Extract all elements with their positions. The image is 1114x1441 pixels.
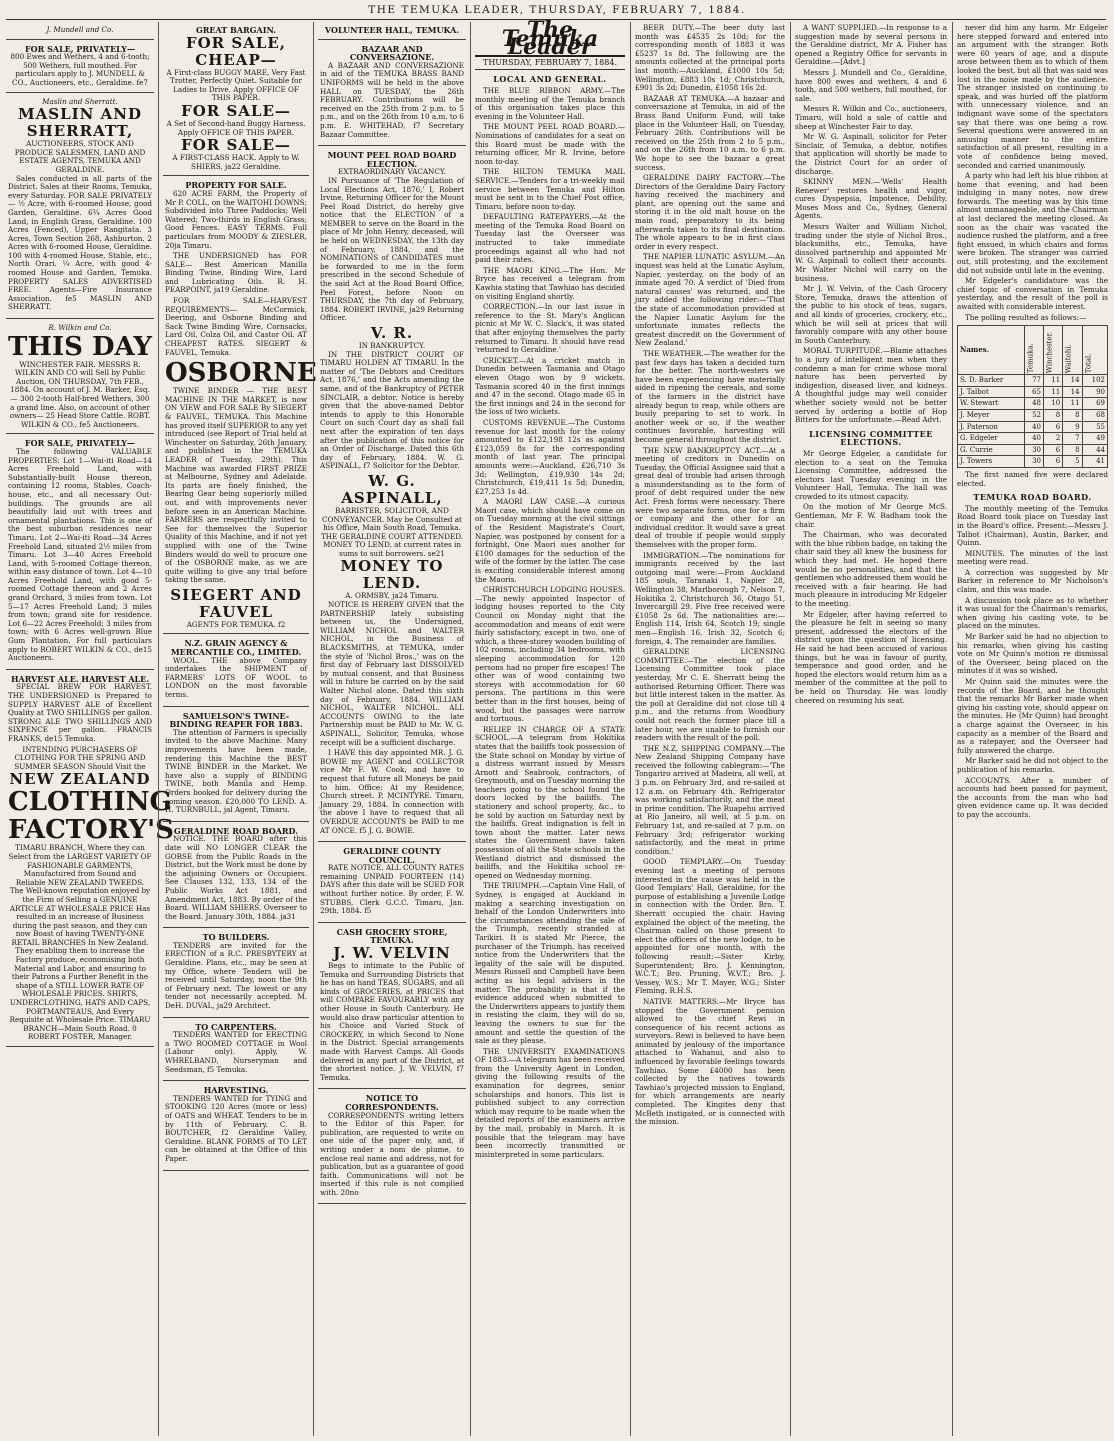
advertisement <box>6 24 154 40</box>
paragraph: THE UNIVERSITY EXAMINATIONS OF 1883.—A telegram has been received from the University Agent in London, giving the following results of the examination for degrees, senior scholarships and honors. This list is published subject to any correction which may require to be made when the detailed reports of the examiners arrive by the mail, probably in March. It is possible that the telegram may have been incorrectly transmitted or misinterpreted in some particulars. <box>475 1046 625 1159</box>
vote-count: 65 <box>1024 386 1043 398</box>
column-rule <box>630 22 631 1436</box>
candidate-name: J. Towers <box>958 456 1025 468</box>
poll-header-cell <box>1044 326 1063 375</box>
advertisement <box>163 1084 309 1170</box>
ad-text: IN THE DISTRICT COURT OF TIMARU HOLDEN AT TIMARU. In the matter of 'The Debtors and Creditors Act, 1876,' and the Acts amending the same, and of the Bankruptcy of PETER SINCLAIR, a debtor. Notice is hereby given that the above-named Debtor intends to apply to this Honorable Court on such Court day as shall fall next after the expiration of ten days after the publication of this notice for an Order of Discharge. Dated this 6th day of February, 1884. W. G. ASPINALL, f7 Solicitor for the Debtor. <box>320 349 464 471</box>
column-6 <box>795 24 947 1434</box>
poll-row <box>958 386 1108 398</box>
vote-count: 69 <box>1082 398 1107 410</box>
vote-count: 11 <box>1063 398 1082 410</box>
poll-row <box>958 375 1108 387</box>
paragraph: MORAL TURPITUDE.—Blame attaches to a jury of intelligent men when they condemn a man for crime whose moral nature has been perverted by indigestion, diseased liver, and kidneys. A thoughtful judge may well consider whether society would not be better served by ordering a bottle of Hop Bitters for the unfortunate.—Read Advt. <box>795 346 947 425</box>
ad-heading: GERALDINE COUNTY COUNCIL. <box>343 846 441 865</box>
ad-text: NOTICE. THE BOARD after this date will NO LONGER CLEAR the GORSE from the Public Roads in the District, but the Work must be done by the adjoining Owners or Occupiers. See Clauses 132, 133, 134 of the Public Works Act 1881, and Amendment Act, 1883. By order of the Board. WILLIAM SHIERS, Overseer to the Board. January 30th, 1884. ja31 <box>165 834 307 921</box>
paragraph: THE HILTON TEMUKA MAIL SERVICE.—Tenders for a tri-weekly mail service between Temuka and Hilton must be sent in to the Chief Post office, Timaru, before noon to-day. <box>475 167 625 211</box>
ad-text: FOR SALE— <box>181 136 291 155</box>
vote-count: 44 <box>1082 444 1107 456</box>
paragraph: Mr J. W. Velvin, of the Cash Grocery Store, Temuka, draws the attention of the public to his stock of teas, sugars, and all kinds of groceries, crockery, etc., which he will sell at prices that will favorably compare with any other house in South Canterbury. <box>795 284 947 345</box>
vote-count: 6 <box>1044 456 1063 468</box>
vote-count: 102 <box>1082 375 1107 387</box>
advertisement <box>6 322 154 434</box>
advertisement <box>163 1021 309 1082</box>
vote-count: 68 <box>1082 409 1107 421</box>
paragraph: Messrs Walter and William Nichol, trading under the style of Nichol Bros., blacksmiths, etc., Temuka, have dissolved partnership and appointed Mr W. G. Aspinall to collect their accounts. Mr Walter Nichol will carry on the business. <box>795 222 947 283</box>
ad-heading: GERALDINE ROAD BOARD. <box>173 825 298 836</box>
paragraph: Mr W. G. Aspinall, solicitor for Peter Sinclair, of Temuka, a debtor, notifies that application will shortly be made to the District Court for an order of discharge. <box>795 132 947 176</box>
column-rule <box>952 22 953 1436</box>
ad-text: MONEY TO LEND. <box>340 557 444 593</box>
ad-heading: TO BUILDERS. <box>202 932 270 943</box>
paragraph: RELIEF IN CHARGE OF A STATE SCHOOL.—A telegram from Hokitika states that the bailiffs took possession of the State school on Monday by virtue of a distress warrant issued by Messrs Arnott and Seabrook, contractors, of Greymouth, and on Tuesday morning the teachers going to the school found the doors locked by the bailiffs. The stationery and school property, &c., to be sold by auction on Saturday next by the bailiffs. Great indignation is felt in town about the matter. Later news states the Government have taken possession of all the State schools in the Westland district and dismissed the bailiffs, and the Hokitika school re-opened on Wednesday morning. <box>475 724 625 880</box>
ad-text: SIEGERT AND FAUVEL <box>170 585 302 621</box>
advertisement <box>318 149 466 842</box>
ad-text: WINCHESTER FAIR. MESSRS R. WILKIN AND CO will Sell by Public Auction, ON THURSDAY, 7th FEB., 1884. On account of J. M. Barker, Esq.— 300 2-tooth Half-bred Wethers, 300 a grand line. Also, on account of other owners— 25 Head Store Cattle. ROBT. WILKIN & CO., fe5 Auctioneers. <box>9 359 151 429</box>
ad-heading: FOR SALE, PRIVATELY— <box>25 438 135 449</box>
candidate-name: J. Paterson <box>958 421 1025 433</box>
paragraph: ACCOUNTS. After a number of accounts had been passed for payment, the accounts from the man who had given evidence came up. It was decided to pay the accounts. <box>957 775 1108 819</box>
ad-text: THIS DAY <box>8 331 152 362</box>
vote-count: 11 <box>1044 386 1063 398</box>
poll-row <box>958 398 1108 410</box>
ad-text: I HAVE this day appointed MR. J. G. BOWIE my AGENT and COLLECTOR vice Mr F. W. Cook, and have to request that future all Moneys be paid to him. Office: At my Residence, Church street. P. MCINTYRE. Timaru, January 29, 1884. In connection with the above I have to request that all OVERDUE ACCOUNTS be PAID to me AT ONCE. f5 J. G. BOWIE. <box>320 748 464 835</box>
paragraph: NATIVE MATTERS.—Mr Bryce has stopped the Government pension allowed to the chief Rewi in consequence of his recent actions as surveyors. Rewi is believed to have been animated by jealousy of the importance attached to Wahanui, and also to influenced by favorable feelings towards Tawhiao. Some £4000 has been collected by the natives towards Tawhiao's projected mission to England, for which arrangements are nearly completed. The Kingites deny that McBeth instigated, or is connected with the mission. <box>635 996 785 1127</box>
paragraph: CUSTOMS REVENUE.—The Customs revenue for last month for the colony amounted to £122,198 12s as against £123,059 8s for the corresponding month of last year. The principal amounts were:—Auckland, £26,710 3s 3d; Wellington, £19,930 14s 2d; Christchurch, £19,411 1s 5d; Dunedin, £27,253 1s 4d. <box>475 417 625 496</box>
paragraph: THE TRIUMPH.—Captain Vine Hall, of Sydney, is engaged at Auckland in making a searching investigation on behalf of the London Underwriters into the circumstances attending the sale of the Triumph, recently stranded at Tarikiri. It is stated Mr Pierce, the purchaser of the Triumph, has received notice from the Underwriters that the legality of the sale will be disputed. Messrs Russell and Campbell have been acting as his legal advisers in the matter. The probability is that if the evidence adduced when submitted to the Underwriters appears to justify them in resisting the claim, they will do so, leaving the owners to sue for the amount and settle the question of the sale as they please. <box>475 881 625 1046</box>
ad-text: EXTRAORDINARY VACANCY. <box>338 167 446 177</box>
ad-text: WOOL. THE above Company undertakes the SHIPMENT of FARMERS' LOTS OF WOOL to LONDON on the most favorable terms. <box>165 655 307 700</box>
paragraph: Mr Barker said he did not object to the publication of his remarks. <box>957 756 1108 774</box>
paragraph: A MAORI LAW CASE.—A curious Maori case, which should have come on on Tuesday morning at the civil sittings of the Resident Magistrate's Court, Napier, was postponed by consent for a fortnight. One Maori sues another for £100 damages for the seduction of the wife of the former by the latter. The case is exciting considerable interest among the Maoris. <box>475 497 625 584</box>
ad-text: FOR SALE, CHEAP— <box>185 33 287 69</box>
ad-text: INTENDING PURCHASERS OF CLOTHING FOR THE SPRING AND SUMMER SEASON Should Visit the <box>14 744 146 771</box>
poll-header-cell <box>1082 326 1107 375</box>
candidate-name: G. Edgeler <box>958 433 1025 445</box>
paragraph: GOOD TEMPLARY.—On Tuesday evening last a meeting of persons interested in the cause was held in the Good Templars' Hall, Geraldine, for the purpose of establishing a Juvenile Lodge in connection with the Order. Bro. T. Sherratt occupied the chair. Having explained the object of the meeting, the Chairman called on those present to elect the officers of the new lodge, to be appointed for one month, with the following result:—Sister Kirby, Superintendent; Bro. J. Kennington, W.C.T.; Bro. Pruning, W.V.T.; Bro. J. Vessey, W.S.; Mr T. Mayer, W.G.; Sister Fleming, R.H.S. <box>635 857 785 996</box>
poll-header-label: Winchester. <box>1045 331 1054 373</box>
vote-count: 48 <box>1024 398 1043 410</box>
ad-text: 620 ACRE FARM, the Property of Mr P. COLL, on the WAITOHI DOWNS; Subdivided into Three Paddocks; Well Watered; Two-thirds in English Grass; Good Fences. EASY TERMS. Full particulars from MOODY & ZIESLER, 20ja Timaru. <box>165 188 307 250</box>
ad-text: SPECIAL BREW FOR HARVEST. THE UNDERSIGNED is Prepared to SUPPLY HARVEST ALE of Excellent Quality at TWO SHILLINGS per gallon. STRONG ALE TWO SHILLINGS AND SIXPENCE per gallon. FRANCIS FRANKS, de15 Temuka. <box>8 682 152 743</box>
column-4 <box>475 17 625 1434</box>
paragraph: CHRISTCHURCH LODGING HOUSES.—The newly appointed Inspector of lodging houses reported to the City Council on Monday night that the accommodation and means of exit were fairly satisfactory, except in two, one of which, a three-storey wooden building of 102 rooms, including 34 bedrooms, with sleeping accommodation for 120 persons had no proper fire escapes! The other was of wood containing two storeys with accommodation for 60 persons. The partitions in this were better than in the first houses, being of wood, but the passages were narrow and tortuous. <box>475 585 625 724</box>
vote-count: 49 <box>1082 433 1107 445</box>
paragraph: On the motion of Mr George McS. Gentleman, Mr F. W. Badham took the chair. <box>795 502 947 529</box>
paragraph: GERALDINE DAIRY FACTORY.—The Directors of the Geraldine Dairy Factory having received the machinery and plant, are opening out the same and storing it in the old malt house on the main road, preparatory to its being afterwards taken to its final destination. The whole appears to be in first class order in every respect. <box>635 173 785 251</box>
ad-text: THE UNDERSIGNED has FOR SALE— Best American Manilla Binding Twine, Binding Wire, Lard and Lubricating Oils. R. H. PEARPOINT, ja19 Geraldine. <box>165 251 307 295</box>
section-heading: LOCAL AND GENERAL. <box>493 74 607 85</box>
article-body <box>795 24 947 425</box>
paragraph: A correction was suggested by Mr Barker in reference to Mr Nicholson's claim, and this was made. <box>957 567 1108 595</box>
article-body <box>635 24 785 1127</box>
advertisement <box>163 637 309 706</box>
vote-count: 40 <box>1024 433 1043 445</box>
running-head: THE TEMUKA LEADER, THURSDAY, FEBRUARY 7, 1884. <box>368 4 746 16</box>
advertisement <box>318 24 466 40</box>
vote-count: 77 <box>1024 375 1043 387</box>
article-body <box>475 87 625 1159</box>
ad-heading: SAMUELSON'S TWINE-BINDING REAPER FOR 1883. <box>169 710 303 730</box>
paragraph: BAZAAR AT TEMUKA.—A bazaar and conversazione at Temuka, in aid of the Brass Band Uniform Fund, will take place in the Volunteer Hall, on Tuesday, February 26th. Contributions will be received on the 25th from 2 to 5 p.m., and on the 26th from 10 a.m. to 6 p.m. We hope to see the bazaar a great success. <box>635 93 785 172</box>
paragraph: DEFAULTING RATEPAYERS.—At the meeting of the Temuka Road Board on Tuesday last the Overseer was instructed to take immediate proceedings against all who had not paid their rates. <box>475 212 625 265</box>
paragraph: CORRECTION.—In our last issue in reference to the St. Mary's Anglican picnic at Mr W. C. Slack's, it was stated that after enjoying themselves the party returned to Timaru. It should have read 'returned to Geraldine.' <box>475 302 625 355</box>
paragraph: A discussion took place as to whether it was usual for the Chairman's remarks, when giving his casting vote, to be placed on the minutes. <box>957 595 1108 631</box>
ad-heading: PROPERTY FOR SALE. <box>185 180 287 191</box>
paragraph: THE BLUE RIBBON ARMY.—The monthly meeting of the Temuka branch of this organisation takes place this evening in the Volunteer Hall. <box>475 85 625 121</box>
advertisement <box>163 825 309 929</box>
vote-count: 55 <box>1082 421 1107 433</box>
ad-heading: VOLUNTEER HALL, TEMUKA. <box>324 25 460 35</box>
poll-intro: The polling resulted as follows:— <box>965 312 1087 322</box>
ad-text: TENDERS WANTED for TYING and STOOKING 120 Acres (more or less) of OATS and WHEAT. Tenders to be in by 11th of February. C. B. BOUTCHER, f2 Geraldine Valley, Geraldine. BLANK FORMS of TO LET can be obtained at the Office of this Paper. <box>165 1093 307 1163</box>
paragraph: THE WEATHER.—The weather for the past few days has taken a decided turn for the better. The north-westers we have been experiencing have materially aided in ripening the cereals, and some of the farmers in the district have already begun to reap, while others are busily preparing to set to work. In another week or so, if the weather continues favorable, harvesting will become general throughout the district. <box>635 348 785 444</box>
vote-count: 14 <box>1063 386 1082 398</box>
column-2 <box>163 24 317 1434</box>
ad-text: J. W. VELVIN <box>333 944 451 963</box>
advertisement <box>163 179 317 634</box>
paragraph: Mr Edgeler, after having referred to the pleasure he felt in seeing so many present, addressed the electors of the district upon the question of licensing. He said he had been accused of various things, but he was in favour of purity, temperance and good order, and he hoped the electors would return him as a member of the committee at the poll to be held on Thursday. He was loudly cheered on resuming his seat. <box>795 609 947 705</box>
ad-text: OSBORNE <box>165 358 317 389</box>
column-5 <box>635 24 785 1434</box>
paragraph: THE N.Z. SHIPPING COMPANY.—The New Zealand Shipping Company have received the following cablegram:—'The Tongariro arrived at Madeira, all well, at 3 p.m. on February 3rd, and re-sailed at 12 a.m. on February 4th. Refrigerator was working satisfactorily, and the meat in prime condition. The Ruapehu arrived at Rio Janeiro, all well, at 5 p.m. on February 1st, and re-sailed at 7 p.m. on February 3rd; refrigerator working satisfactorily, and the meat in prime condition.' <box>635 743 785 856</box>
article-body <box>795 450 947 705</box>
ad-text: NEW ZEALAND <box>9 770 151 789</box>
candidate-name: S. D. Barker <box>958 375 1025 387</box>
ad-text: J. Mundell and Co. <box>46 25 114 34</box>
column-rule <box>158 22 159 1436</box>
ad-text: IN BANKRUPTCY. <box>358 341 426 350</box>
vote-count: 7 <box>1063 433 1082 445</box>
vote-count: 30 <box>1024 456 1043 468</box>
ad-text: NOTICE IS HEREBY GIVEN that the PARTNERSHIP lately subsisting between us, the Undersigned, WILLIAM NICHOL and WALTER NICHOL, in the Business of BLACKSMITHS, at TEMUKA, under the style of 'Nichol Bros.,' was on the first day of February last DISSOLVED by mutual consent, and that Business will in future be carried on by the said Walter Nichol alone. Dated this sixth day of February, 1884. WILLIAM NICHOL, WALTER NICHOL. ALL ACCOUNTS OWING to the late Partnership must be PAID to Mr. W. G. ASPINALL, Solicitor, Temuka, whose receipt will be a sufficient discharge. <box>320 600 464 747</box>
vote-count: 9 <box>1063 421 1082 433</box>
ad-heading: N.Z. GRAIN AGENCY & MERCANTILE CO., LIMITED. <box>170 638 302 658</box>
vote-count: 90 <box>1082 386 1107 398</box>
candidate-name: G. Currie <box>958 444 1025 456</box>
poll-row <box>958 456 1108 468</box>
ad-text: RATE NOTICE. ALL COUNTY RATES remaining UNPAID FOURTEEN (14) DAYS after this date will be SUED FOR without further notice. By order, F. W. STUBBS, Clerk G.C.C. Timaru, Jan. 29th, 1884. f5 <box>320 863 464 916</box>
poll-header-label: Waitohi. <box>1064 343 1073 373</box>
ad-heading: FOR SALE, PRIVATELY— <box>25 43 135 54</box>
paragraph: Messrs J. Mundell and Co., Geraldine, have 800 ewes and wethers, 4 and 6 tooth, and 500 wethers, full mouthed, for sale. <box>795 67 947 103</box>
poll-row <box>958 444 1108 456</box>
column-rule <box>470 22 471 1436</box>
paragraph: The Chairman, who was decorated with the blue ribbon badge, on taking the chair said they all knew the business for which they had met. He hoped there would be no personalities, and that the gentlemen who addressed them would be received with a fair hearing. He had much pleasure in introducing Mr Edgeler to the meeting. <box>795 530 948 608</box>
ad-heading: MOUNT PEEL ROAD BOARD ELECTION. <box>327 150 457 169</box>
advertisement <box>6 673 174 1047</box>
advertisement <box>318 1092 466 1204</box>
section-heading: LICENSING COMMITTEE ELECTIONS. <box>809 428 933 448</box>
paragraph: THE NAPIER LUNATIC ASYLUM.—An inquest was held at the Lunatic Asylum, Napier, yesterday, on the body of an inmate aged 70. A verdict of 'Died from natural causes' was returned, and the jury added the following rider:—'That the state of accommodation provided at the Napier Lunatic Asylum for the unfortunate inmates reflects the greatest discredit on the Government of New Zealand.' <box>635 252 785 348</box>
vote-count: 41 <box>1082 456 1107 468</box>
ad-text: V. R. <box>370 324 414 342</box>
article-body <box>957 505 1108 820</box>
ad-text: IN Pursuance of 'The Regulation of Local Elections Act, 1876,' I, Robert Irvine, Returning Officer for the Mount Peel Road District, do hereby give notice that the ELECTION of a MEMBER to serve on the Board in the place of Mr John Henry, deceased, will be held on WEDNESDAY, the 13th day of February, 1884, and the NOMINATIONS of CANDIDATES must be forwarded to me in the form prescribed in the second Schedule of the said Act at the Road Board Office, Peel Forest, before Noon on THURSDAY, the 7th day of February, 1884. ROBERT IRVINE, ja29 Returning Officer. <box>320 175 464 323</box>
poll-header-cell: Names. <box>958 326 1025 375</box>
section-heading: TEMUKA ROAD BOARD. <box>973 492 1092 503</box>
paragraph: A WANT SUPPLIED.—In response to a suggestion made by several persons in the Geraldine district, Mr A. Fisher has opened a Registry Office for servants in Geraldine.—[Advt.] <box>795 23 947 67</box>
ad-heading: HARVEST ALE. HARVEST ALE. <box>10 673 150 684</box>
paragraph: THE MOUNT PEEL ROAD BOARD.—Nominations of candidates for a seat on this Board must be made with the returning officer, Mr R. Irvine, before noon to-day. <box>475 122 625 166</box>
ad-text: A FIRST-CLASS HACK. Apply to W. SHIERS, ja22 Geraldine. <box>172 153 300 171</box>
ad-text: CORRESPONDENTS writing letters to the Editor of this Paper, for publication, are requested to write on one side of the paper only, and, if writing under a nom de plume, to enclose real name and address, not for publication, but as a guarantee of good faith. Communications will not be inserted if this rule is not complied with. 20no <box>320 1110 464 1197</box>
ad-heading: HARVESTING. <box>203 1085 269 1096</box>
advertisement <box>6 437 154 669</box>
column-1 <box>6 24 174 1434</box>
vote-count: 5 <box>1063 456 1082 468</box>
poll-header-label: Temuka. <box>1026 342 1035 373</box>
ad-text: A. ORMSBY, ja24 Timaru. <box>345 591 439 601</box>
ad-text: MASLIN AND SHERRATT, <box>18 105 142 141</box>
vote-count: 52 <box>1024 409 1043 421</box>
vote-count: 11 <box>1044 375 1063 387</box>
vote-count: 40 <box>1024 421 1043 433</box>
ad-text: R. Wilkin and Co. <box>48 323 112 333</box>
advertisement <box>163 24 309 176</box>
ad-text: 800 Ewes and Wethers, 4 and 6-tooth; 500 Wethers, full mouthed. For particulars apply to J. MUNDELL & CO., Auctioneers, etc., Geraldine. fe7 <box>10 52 150 87</box>
paragraph: THE MAORI KING.—The Hon. Mr Bryce has received a telegram from Kawhia stating that Tawhiao has decided on visiting England shortly. <box>475 265 625 301</box>
poll-header-row <box>958 326 1108 375</box>
vote-count: 30 <box>1024 444 1043 456</box>
candidate-name: W. Stewart <box>958 398 1025 410</box>
poll-header-cell <box>1024 326 1043 375</box>
ad-text: Maslin and Sherratt. <box>42 96 118 106</box>
ad-text: TENDERS are invited for the ERECTION of a R.C. PRESBYTERY at Geraldine. Plans, etc., may be seen at my Office, where Tenders will be received until Saturday, noon the 9th of February next. The lowest or any tender not necessarily accepted. M. DeH. DUVAL, ja29 Architect. <box>165 940 307 1011</box>
ad-text: TWINE BINDER — THE BEST MACHINE IN THE MARKET, is now ON VIEW and FOR SALE By SIEGERT & FAUVEL, TEMUKA. This Machine has proved itself SUPERIOR to any yet introduced (see Report of Trial held at Winchester on Saturday, 26th January, and published in the TEMUKA LEADER of Tuesday, 29th). This Machine was awarded FIRST PRIZE at Melbourne, Sydney and Adelaide. Its parts are finely finished, the Bearing Gear being superiorly milled out, and with improvements never before seen in an American Machine. FARMERS are respectfully invited to See for themselves the Superior Quality of this Machine, and if not yet supplied with one of the Twine Binders would do well to procure one of the OSBORNE make, as we are quite willing to give any trial before taking the same. <box>165 386 307 585</box>
paragraph: GERALDINE LICENSING COMMITTEE.—The election of the Licensing Committee took place yesterday, Mr C. E. Sherratt being the authorised Returning Officer. There was but little interest taken in the matter. As the poll at Geraldine did not close till 4 p.m., and the returns from Woodbury could not reach the former place till a later hour, we are unable to furnish our readers with the result of the poll. <box>635 647 785 743</box>
paragraph: BEER DUTY.—The beer duty last month was £4535 2s 10d; for the corresponding month of 1883 it was £5237 1s 8d. The following are the amounts collected at the principal ports last month:—Auckland, £1000 10s 5d; Wellington, £883 10s 1d; Christchurch, £901 3s 2d; Dunedin, £1058 16s 2d. <box>635 23 785 93</box>
ad-text: CLOTHING FACTORY'S <box>8 787 174 846</box>
paragraph: Mr George Edgeler, a candidate for election to a seat on the Temuka Licensing Committee, addressed the electors last Tuesday evening in the Volunteer Hall, Temuka. The hall was crowded to its utmost capacity. <box>795 448 947 501</box>
poll-header-cell <box>1063 326 1082 375</box>
paragraph: Mr Quinn said the minutes were the records of the Board, and he thought that the remarks Mr Barker made when giving his casting vote, should appear on the minutes. He (Mr Quinn) had brought a charge against the Overseer, in his capacity as a member of the Board and as a ratepayer, and the Overseer had fully answered the charge. <box>957 677 1108 755</box>
ad-heading: TO CARPENTERS. <box>195 1021 277 1032</box>
advertisement <box>6 96 154 319</box>
vote-count: 8 <box>1063 444 1082 456</box>
paragraph: CRICKET.—At a cricket match in Dunedin between Tasmania and Otago eleven Otago won by 9 wickets. Tasmania scored 40 in the first innings and 47 in the second. Otago made 65 in the first innings and 24 in the second for the loss of two wickets. <box>475 355 625 417</box>
paragraph: Messrs R. Wilkin and Co., auctioneers, Timaru, will hold a sale of cattle and sheep at Winchester Fair to day. <box>795 104 947 131</box>
ad-text: A Set of Second-hand Buggy Harness. Apply OFFICE OF THIS PAPER. <box>166 118 306 137</box>
advertisement <box>318 43 466 147</box>
vote-count: 14 <box>1063 375 1082 387</box>
ad-heading: NOTICE TO CORRESPONDENTS. <box>345 1093 439 1112</box>
ad-text: FOR SALE— <box>181 101 291 120</box>
ad-text: A First-class BUGGY MARE, Very Fast Trotter, Perfectly Quiet. Suitable for Ladies to Drive. Apply OFFICE OF THIS PAPER. <box>166 67 306 103</box>
advertisement <box>318 845 466 923</box>
dateline: THURSDAY, FEBRUARY 7, 1884. <box>475 57 625 71</box>
ad-text: AGENTS FOR TEMUKA. f2 <box>186 619 286 629</box>
poll-row <box>958 433 1108 445</box>
column-7 <box>957 24 1108 1434</box>
paragraph: Mr Edgeler's candidature was the chief topic of conversation in Temuka yesterday, and the result of the poll is awaited with considerable interest. <box>957 276 1108 311</box>
ad-text: FOR SALE—HARVEST REQUIREMENTS— McCormick, Deering, and Osborne Binding and Sack Twine Binding Wire, Cornsacks, Lard Oil, Colza Oil, and Castor Oil. AT CHEAPEST RATES. SIEGERT & FAUVEL, Temuka. <box>165 296 307 357</box>
ad-text: AUCTIONEERS, STOCK AND PRODUCE SALESMEN, LAND AND ESTATE AGENTS, TEMUKA AND GERALDINE. <box>14 139 146 174</box>
ad-text: BARRISTER, SOLICITOR, AND CONVEYANCER. May be Consulted at his Office, Main South Road, Temuka. THE GERALDINE COURT ATTENDED. MONEY TO LEND, at current rates in sums to suit borrowers. se21 <box>320 505 464 558</box>
ad-heading: BAZAAR AND CONVERSAZIONE. <box>349 43 435 63</box>
column-rule <box>790 22 791 1436</box>
ad-text: Begs to intimate to the Public of Temuka and Surrounding Districts that he has on hand TEAS, SUGARS, and all kinds of GROCERIES, at PRICES that will COMPARE FAVOURABLY with any other House in South Canterbury. He would also draw particular attention to his Choice and Varied Stock of CROCKERY, in which Second to None in the District. Special arrangements made with Harvest Camps. All Goods delivered in any part of the District, at the shortest notice. J. W. VELVIN, f7 Temuka. <box>320 961 464 1082</box>
column-3 <box>318 24 466 1434</box>
candidate-name: J. Talbot <box>958 386 1025 398</box>
ad-text: The attention of Farmers is specially invited to the above Machine. Many improvements have been made, rendering this Machine the BEST TWINE BINDER in the Market. We have also a supply of BINDING TWINE, both Manila and Hemp. Orders booked for delivery during the coming season. £20,000 TO LEND. A. H. TURNBULL, jal Agent, Timaru. <box>165 727 307 815</box>
poll-table <box>957 325 1108 468</box>
poll-outro: The first named five were declared elected. <box>957 469 1108 488</box>
ad-text: A BAZAAR AND CONVERSAZIONE in aid of the TEMUKA BRASS BAND UNIFORMS will be held in the above HALL on TUESDAY, the 26th FEBRUARY. Contributions will be received on the 25th from 2 p.m. to 5 p.m., and on the 26th from 10 a.m. to 6 p.m. E. WHITEHAD, f7 Secretary Bazaar Committee. <box>320 60 464 139</box>
poll-row <box>958 421 1108 433</box>
vote-count: 10 <box>1044 398 1063 410</box>
paragraph: The monthly meeting of the Temuka Road Board took place on Tuesday last in the Board's office. Present:—Messrs J. Talbot (Chairman), Austin, Barker, and Quinn. <box>957 503 1108 548</box>
advertisement <box>163 931 309 1017</box>
ad-text: TENDERS WANTED for ERECTING a TWO ROOMED COTTAGE in Wool (Labour only). Apply, W. WHRELBAND, Nurseryman and Seedsman, f5 Temuka. <box>165 1030 307 1074</box>
vote-count: 6 <box>1044 421 1063 433</box>
paragraph: Mr Barker said he had no objection to his remarks, when giving his casting vote on Mr Quinn's motion re dismissal of the Overseer, being placed on the minutes if it was so wished. <box>957 632 1108 676</box>
ad-text: Sales conducted in all parts of the District. Sales at their Rooms, Temuka, every Saturday. FOR SALE PRIVATELY— ½ Acre, with 6-roomed House, good Garden, Geraldine. 6¾ Acres Good Land, in English Grass, Geraldine. 100 Acres (Fenced), Upper Rangitata. 3 Acres, Town Section 268, Ashburton. 2 Acres with 6-roomed House, Geraldine. 100 with 4-roomed House, Stable, etc., North Orari. ¼ Acre, with good 4-roomed House and Garden, Temuka. PROPERTY SALES ADVERTISED FREE. Agents—Fire Insurance Association. fe5 MASLIN AND SHERRATT. <box>8 173 152 312</box>
article-body <box>957 24 1108 312</box>
poll-header-label: Total. <box>1084 353 1093 373</box>
candidate-name: J. Meyer <box>958 409 1025 421</box>
paragraph: IMMIGRATION.—The nominations for immigrants received by the last outgoing mail were:—From Auckland 185 souls, Taranaki 1, Napier 28, Wellington 38, Marlborough 7, Nelson 7, Hokitika 2, Christchurch 36, Otago 51, Invercargill 29. Five free received were £1058 2s 6d. The nationalities are:—English 114, Irish 64, Scotch 19; single men—English 16, Irish 32, Scotch 6; foreign, 4. The remainder are families. <box>635 550 785 646</box>
paragraph: never did him any harm. Mr Edgeler here stepped forward and entered into an argument with the stranger. Both were 60 years of age, and a dispute arose between them as to which of them looked the best, but all that was said was lost in the noise made by the audience. The stranger insisted on continuing to speak, and was hurled off the platform with unnecessary violence, and an indignant wave some of the spectators say that there was one being a row. Several questions were answered in an amusing manner to the entire satisfaction of all present, resulting in a vote of confidence being moved, seconded and carried unanimously. <box>957 23 1108 170</box>
paragraph: A party who had left his blue ribbon at home that evening, and had been indulging in many notes, now drew forwards. The meeting was by this time almost unmanageable, and the Chairman at last declared the meeting closed. As soon as the chair was vacated the audience rushed the platform, and a free fight ensued, in which chairs and forms were broken. The stranger was carried out, still protesting, and the excitement did not subside until late in the evening. <box>957 171 1108 275</box>
ad-heading: CASH GROCERY STORE, TEMUKA. <box>336 926 448 946</box>
vote-count: 8 <box>1063 409 1082 421</box>
ad-text: The following VALUABLE PROPERTIES: Lot 1—Wai-iti Road—14 Acres Freehold Land, with Substantially-built House thereon, containing 12 rooms, Stables, Coach-house, etc., and all necessary Out-buildings. The grounds are all beautifully laid out with trees and ornamental plantations. This is one of the best suburban residences near Timaru. Lot 2—Wai-iti Road—34 Acres Freehold Land, situated 2½ miles from Timaru. Lot 3—40 Acres Freehold Land, with 5-roomed Cottage thereon, within easy distance of town. Lot 4—10 Acres Freehold Land, with good 5-roomed Cottage thereon and 2 Acres grand Orchard, 3 miles from town. Lot 5—17 Acres Freehold Land; 3 miles from town; grand site for residence. Lot 6—22 Acres Freehold; 3 miles from town; with 6 Acres well-grown Blue Gum Plantation. For full particulars apply to ROBERT WILKIN & CO., de15 Auctioneers. <box>8 446 152 663</box>
poll-row <box>958 409 1108 421</box>
paragraph: SKINNY MEN.—'Wells' Health Renewer' restores health and vigor, cures Dyspepsia, Impotence, Debility. Moses Moss and Co., Sydney, General Agents. <box>795 177 947 221</box>
column-rule <box>313 22 314 1436</box>
advertisement <box>163 710 309 822</box>
vote-count: 6 <box>1044 444 1063 456</box>
nameplate: The Temuka Leader <box>475 24 625 57</box>
advertisement <box>318 926 466 1090</box>
ad-text: W. G. ASPINALL, <box>341 471 443 507</box>
ad-text: TIMARU BRANCH, Where they can Select from the LARGEST VARIETY OF FASHIONABLE GARMENTS, Manufactured from Sound and Reliable NEW ZEALAND TWEEDS. The Well-known reputation enjoyed by the Firm of Selling a GENUINE ARTICLE AT WHOLESALE PRICE Has resulted in an increase of Business during the past season, and they can now Boast of having TWENTY-ONE RETAIL BRANCHES In New Zealand. They enabling them to increase the Factory produce, economising both Material and Labor, and ensuring to their Patrons a Further Benefit in the shape of a STILL LOWER RATE OF WHOLESALE PRICES. SHIRTS, UNDERCLOTHING, HATS AND CAPS, PORTMANTEAUS, And Every Requisite at Wholesale Price. TIMARU BRANCH—Main South Road. 0 ROBERT FOSTER, Manager. <box>8 843 152 1042</box>
paragraph: MINUTES. The minutes of the last meeting were read. <box>957 548 1108 567</box>
paragraph: THE NEW BANKRUPTCY ACT.—At a meeting of creditors in Dunedin on Tuesday, the Official Assignee said that a great deal of trouble had arisen through a misunderstanding as to the form of proof of debt required under the new Act. Fresh forms were necessary. There were two separate forms, one for a firm or company and the other for an individual creditor. It would save a great deal of trouble if people would supply themselves with the proper form. <box>635 445 785 550</box>
ad-heading: GREAT BARGAIN. <box>195 25 277 35</box>
advertisement <box>6 43 154 93</box>
vote-count: 2 <box>1044 433 1063 445</box>
vote-count: 8 <box>1044 409 1063 421</box>
